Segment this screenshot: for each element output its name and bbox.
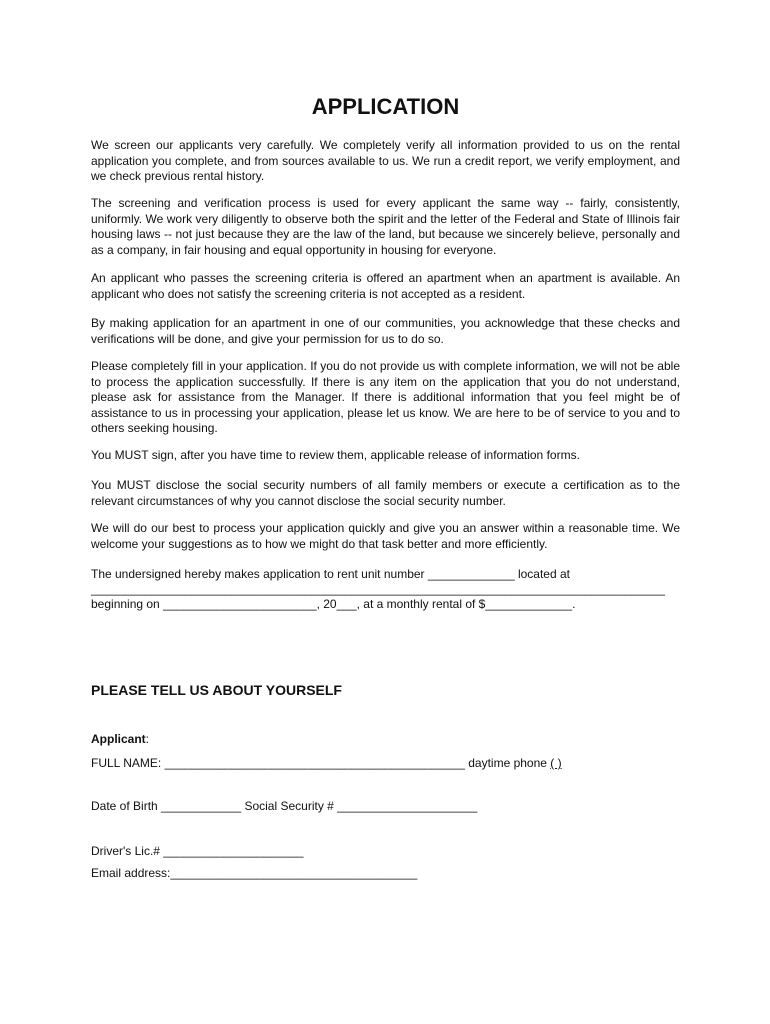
applicant-label-colon: :: [145, 732, 150, 746]
email-field[interactable]: Email address:_____________________________________: [91, 866, 418, 880]
paragraph-acknowledgement: By making application for an apartment in one of our communities, you acknowledge that these checks and verifications will be done, and give your permission for us to do so.: [91, 316, 680, 346]
full-name-field[interactable]: FULL NAME: _____________________________________________ daytime phone: [91, 756, 551, 770]
applicant-label-row: [91, 731, 149, 747]
paragraph-processing-time: We will do our best to process your application quickly and give you an answer within a reasonable time. We welcome your suggestions as to how we might do that task better and more efficiently.: [91, 521, 680, 551]
drivers-license-field[interactable]: Driver's Lic.# _____________________: [91, 844, 304, 858]
document-title: APPLICATION: [311, 94, 460, 119]
unit-clause-line-2: ______________________________________________________________________________________: [91, 582, 665, 596]
paragraph-social-security: You MUST disclose the social security numbers of all family members or execute a certification as to the relevant circumstances of why you cannot disclose the social security number.: [91, 478, 680, 508]
unit-clause-line-3: beginning on _______________________, 20___, at a monthly rental of $_____________.: [91, 597, 576, 611]
section-heading-about-yourself: PLEASE TELL US ABOUT YOURSELF: [91, 682, 342, 698]
paragraph-complete-application: Please completely fill in your application. If you do not provide us with complete information, we will not be able to process the application successfully. If there is any item on the application that you do not understand, please ask for assistance from the Manager. If there is additional information that you feel might be of assistance to us in processing your application, please let us know. We are here to be of service to you and to others seeking housing.: [91, 359, 680, 436]
paragraph-screening-intro: We screen our applicants very carefully. We completely verify all information provided to us on the rental application you complete, and from sources available to us. We run a credit report, we verify employment, and we check previous rental history.: [91, 138, 680, 184]
dob-ssn-field[interactable]: Date of Birth ____________ Social Security # _____________________: [91, 799, 478, 813]
paragraph-screening-criteria: An applicant who passes the screening criteria is offered an apartment when an apartment is available. An applicant who does not satisfy the screening criteria is not accepted as a resident.: [91, 271, 680, 301]
applicant-label: Applicant: [91, 732, 146, 746]
unit-clause-line-1: The undersigned hereby makes application to rent unit number _____________ located at: [91, 567, 570, 581]
paragraph-release-forms: You MUST sign, after you have time to review them, applicable release of information forms.: [91, 448, 580, 462]
full-name-row: [91, 755, 562, 771]
paragraph-fair-housing: The screening and verification process is used for every applicant the same way -- fairly, consistently, uniformly. We work very diligently to observe both the spirit and the letter of the Federal and State of Illinois fair housing laws -- not just because they are the law of the land, but because we sincerely believe, personally and as a company, in fair housing and equal opportunity in housing for everyone.: [91, 196, 680, 257]
daytime-phone-field[interactable]: ( ): [550, 756, 562, 770]
